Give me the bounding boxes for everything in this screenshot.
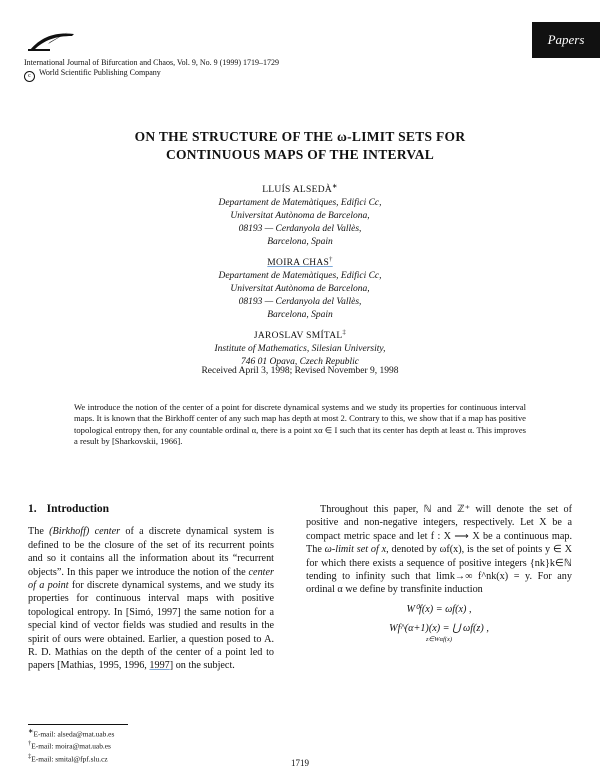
- paper-title: [0, 128, 600, 164]
- author-block: [0, 180, 600, 369]
- equation-2: Wf^(α+1)(x) = ⋃ ωf(z) , z∈Wαf(x): [389, 623, 489, 643]
- section-heading: 1. Introduction: [28, 503, 110, 515]
- right-column: [306, 503, 572, 644]
- footnote-divider: [28, 724, 128, 725]
- footnote: ‡E-mail: smital@fpf.slu.cz: [28, 752, 108, 764]
- intro-paragraph: The (Birkhoff) center of a discrete dynamical system is defined to be the closure of the set of its recurrent points and so it contains all the information about its “recurrent objects”. In this paper we introduce the notion of the center of a point for discrete dynamical systems, and we study its properties for continuous interval maps with positive topological entropy. In [Simó, 1997] the same notion for a special kind of vector fields was studied and results in the spirit of ours were obtained. Earlier, a question posed to A. R. D. Mathias on the depth of the center of a point led to papers [Mathias, 1995, 1996, 1997] on the subject.: [28, 526, 274, 672]
- definition-paragraph: Throughout this paper, ℕ and ℤ⁺ will denote the set of positive and non-negative integers, respectively. Let X be a compact metric space and let f : X ⟶ X be a continuous map. The ω-limit set of x, denoted by ωf(x), is the set of points y ∈ X for which there exists a sequence of positive integers {nk}k∈ℕ tending to infinity such that limk→∞ f^nk(x) = y. For any ordinal α we define by transfinite induction: [306, 504, 572, 596]
- received-dates: Received April 3, 1998; Revised November 9, 1998: [201, 366, 399, 376]
- author-affiliation: Institute of Mathematics, Silesian University, 746 01 Opava, Czech Republic: [214, 344, 386, 368]
- title-line-1: ON THE STRUCTURE OF THE ω-LIMIT SETS FOR: [134, 129, 466, 144]
- author-name: JAROSLAV SMÍTAL‡: [253, 329, 347, 342]
- author-affiliation: Departament de Matemàtiques, Edifici Cc, Universitat Autònoma de Barcelona, 08193 — Cerdanyola del Vallès, Barcelona, Spain: [218, 271, 382, 321]
- author-affiliation: Departament de Matemàtiques, Edifici Cc, Universitat Autònoma de Barcelona, 08193 — Cerdanyola del Vallès, Barcelona, Spain: [218, 198, 382, 248]
- footnote: ∗E-mail: alseda@mat.uab.es: [28, 728, 115, 739]
- title-line-2: CONTINUOUS MAPS OF THE INTERVAL: [165, 147, 435, 162]
- publisher-line: World Scientific Publishing Company: [39, 68, 161, 77]
- author-name: LLUÍS ALSEDÀ∗: [262, 183, 338, 196]
- author-name-link[interactable]: MOIRA CHAS†: [267, 256, 333, 269]
- page-number: 1719: [291, 758, 309, 768]
- publisher-logo-icon: [28, 26, 76, 52]
- journal-line: International Journal of Bifurcation and Chaos, Vol. 9, No. 9 (1999) 1719–1729: [24, 58, 279, 67]
- journal-citation: [24, 58, 279, 82]
- footnote: †E-mail: moira@mat.uab.es: [28, 740, 111, 751]
- equation-1: W⁰f(x) = ωf(x) ,: [406, 603, 472, 615]
- abstract: We introduce the notion of the center of a point for discrete dynamical systems and we study its properties for continuous interval maps. It is known that the Birkhoff center of any such map has depth at most 2. Contrary to this, we show that if a map has positive topological entropy then, for any countable ordinal α, there is a point xα ∈ I such that its center has depth at least α. This improves a result by [Sharkovskii, 1966].: [74, 402, 526, 447]
- section-badge: Papers: [532, 22, 600, 58]
- copyright-icon: c: [24, 71, 35, 82]
- citation-link[interactable]: 1997: [149, 660, 170, 672]
- left-column: [28, 503, 274, 673]
